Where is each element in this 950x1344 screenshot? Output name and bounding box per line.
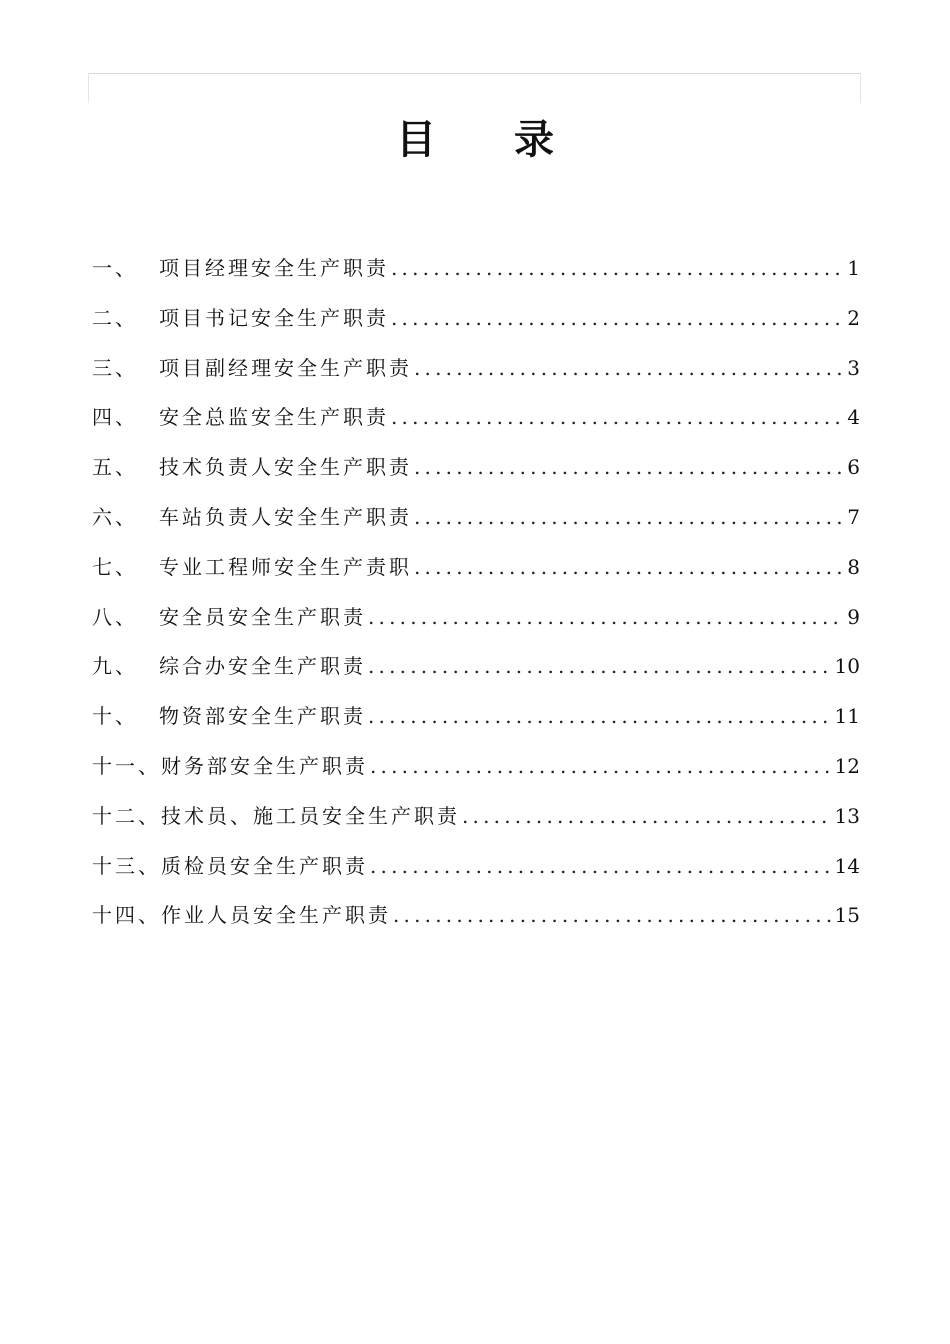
- toc-entry-title: 安全总监安全生产职责: [159, 405, 389, 430]
- toc-entry-number: 四、: [92, 405, 138, 430]
- toc-entry-title: 质检员安全生产职责: [161, 853, 368, 878]
- toc-entry-page: 2: [847, 305, 860, 330]
- toc-entry-page: 11: [834, 704, 860, 729]
- toc-entry-title: 车站负责人安全生产职责: [159, 504, 412, 529]
- toc-entry-14[interactable]: [92, 897, 860, 947]
- toc-entry-number: 十一、: [92, 753, 161, 778]
- toc-entry-page: 7: [847, 504, 860, 529]
- page-header-rule: [88, 73, 861, 103]
- toc-entry-number: 三、: [92, 355, 138, 380]
- toc-dot-leader: [462, 798, 831, 834]
- toc-entry-4[interactable]: [92, 399, 860, 449]
- toc-entry-title: 财务部安全生产职责: [161, 753, 368, 778]
- toc-entry-title: 项目副经理安全生产职责: [159, 355, 412, 380]
- toc-entry-10[interactable]: [92, 698, 860, 748]
- toc-entry-number: 八、: [92, 604, 138, 629]
- toc-dot-leader: [370, 848, 831, 884]
- toc-dot-leader: [414, 350, 843, 386]
- toc-entry-page: 15: [834, 903, 860, 928]
- toc-entry-number: 六、: [92, 504, 138, 529]
- toc-entry-3[interactable]: [92, 350, 860, 400]
- toc-entry-6[interactable]: [92, 499, 860, 549]
- toc-entry-8[interactable]: [92, 599, 860, 649]
- toc-entry-number: 十、: [92, 704, 138, 729]
- toc-entry-title: 专业工程师安全生产责职: [159, 554, 412, 579]
- toc-entry-page: 8: [847, 554, 860, 579]
- toc-entry-page: 9: [847, 604, 860, 629]
- toc-entry-page: 10: [834, 654, 860, 679]
- toc-entry-12[interactable]: [92, 798, 860, 848]
- toc-entry-page: 12: [834, 753, 860, 778]
- toc-entry-9[interactable]: [92, 648, 860, 698]
- toc-entry-number: 七、: [92, 554, 138, 579]
- toc-entry-title: 安全员安全生产职责: [159, 604, 366, 629]
- page-title: [0, 112, 950, 168]
- toc-dot-leader: [414, 449, 843, 485]
- toc-entry-number: 一、: [92, 256, 138, 280]
- toc-entry-page: 4: [847, 405, 860, 430]
- toc-entry-page: 3: [847, 355, 860, 380]
- toc-dot-leader: [391, 250, 843, 286]
- toc-entry-page: 14: [834, 853, 860, 878]
- toc-dot-leader: [391, 300, 843, 336]
- toc-entry-page: 6: [847, 455, 860, 480]
- toc-entry-number: 十三、: [92, 853, 161, 878]
- toc-dot-leader: [368, 698, 831, 734]
- toc-entry-title: 项目经理安全生产职责: [159, 256, 389, 280]
- toc-entry-number: 二、: [92, 305, 138, 330]
- toc-entry-title: 技术负责人安全生产职责: [159, 455, 412, 480]
- toc-dot-leader: [393, 897, 831, 933]
- toc-entry-7[interactable]: [92, 549, 860, 599]
- toc-entry-11[interactable]: [92, 748, 860, 798]
- toc-entry-1[interactable]: [92, 250, 860, 300]
- toc-dot-leader: [368, 648, 831, 684]
- toc-entry-title: 物资部安全生产职责: [159, 704, 366, 729]
- toc-entry-page: 13: [834, 803, 860, 828]
- toc-entry-title: 技术员、施工员安全生产职责: [161, 803, 460, 828]
- toc-entry-number: 十四、: [92, 903, 161, 928]
- toc-entry-number: 五、: [92, 455, 138, 480]
- toc-dot-leader: [370, 748, 831, 784]
- toc-entry-2[interactable]: [92, 300, 860, 350]
- toc-entry-title: 作业人员安全生产职责: [161, 903, 391, 928]
- toc-dot-leader: [391, 399, 843, 435]
- toc-entry-title: 项目书记安全生产职责: [159, 305, 389, 330]
- toc-entry-number: 九、: [92, 654, 138, 679]
- table-of-contents: [92, 250, 860, 947]
- toc-dot-leader: [368, 599, 843, 635]
- toc-entry-page: 1: [847, 256, 860, 280]
- toc-entry-number: 十二、: [92, 803, 161, 828]
- toc-entry-5[interactable]: [92, 449, 860, 499]
- toc-entry-title: 综合办安全生产职责: [159, 654, 366, 679]
- title-char-1: 目: [396, 116, 436, 163]
- toc-dot-leader: [414, 549, 843, 585]
- toc-dot-leader: [414, 499, 843, 535]
- title-char-2: 录: [514, 116, 554, 163]
- toc-entry-13[interactable]: [92, 848, 860, 898]
